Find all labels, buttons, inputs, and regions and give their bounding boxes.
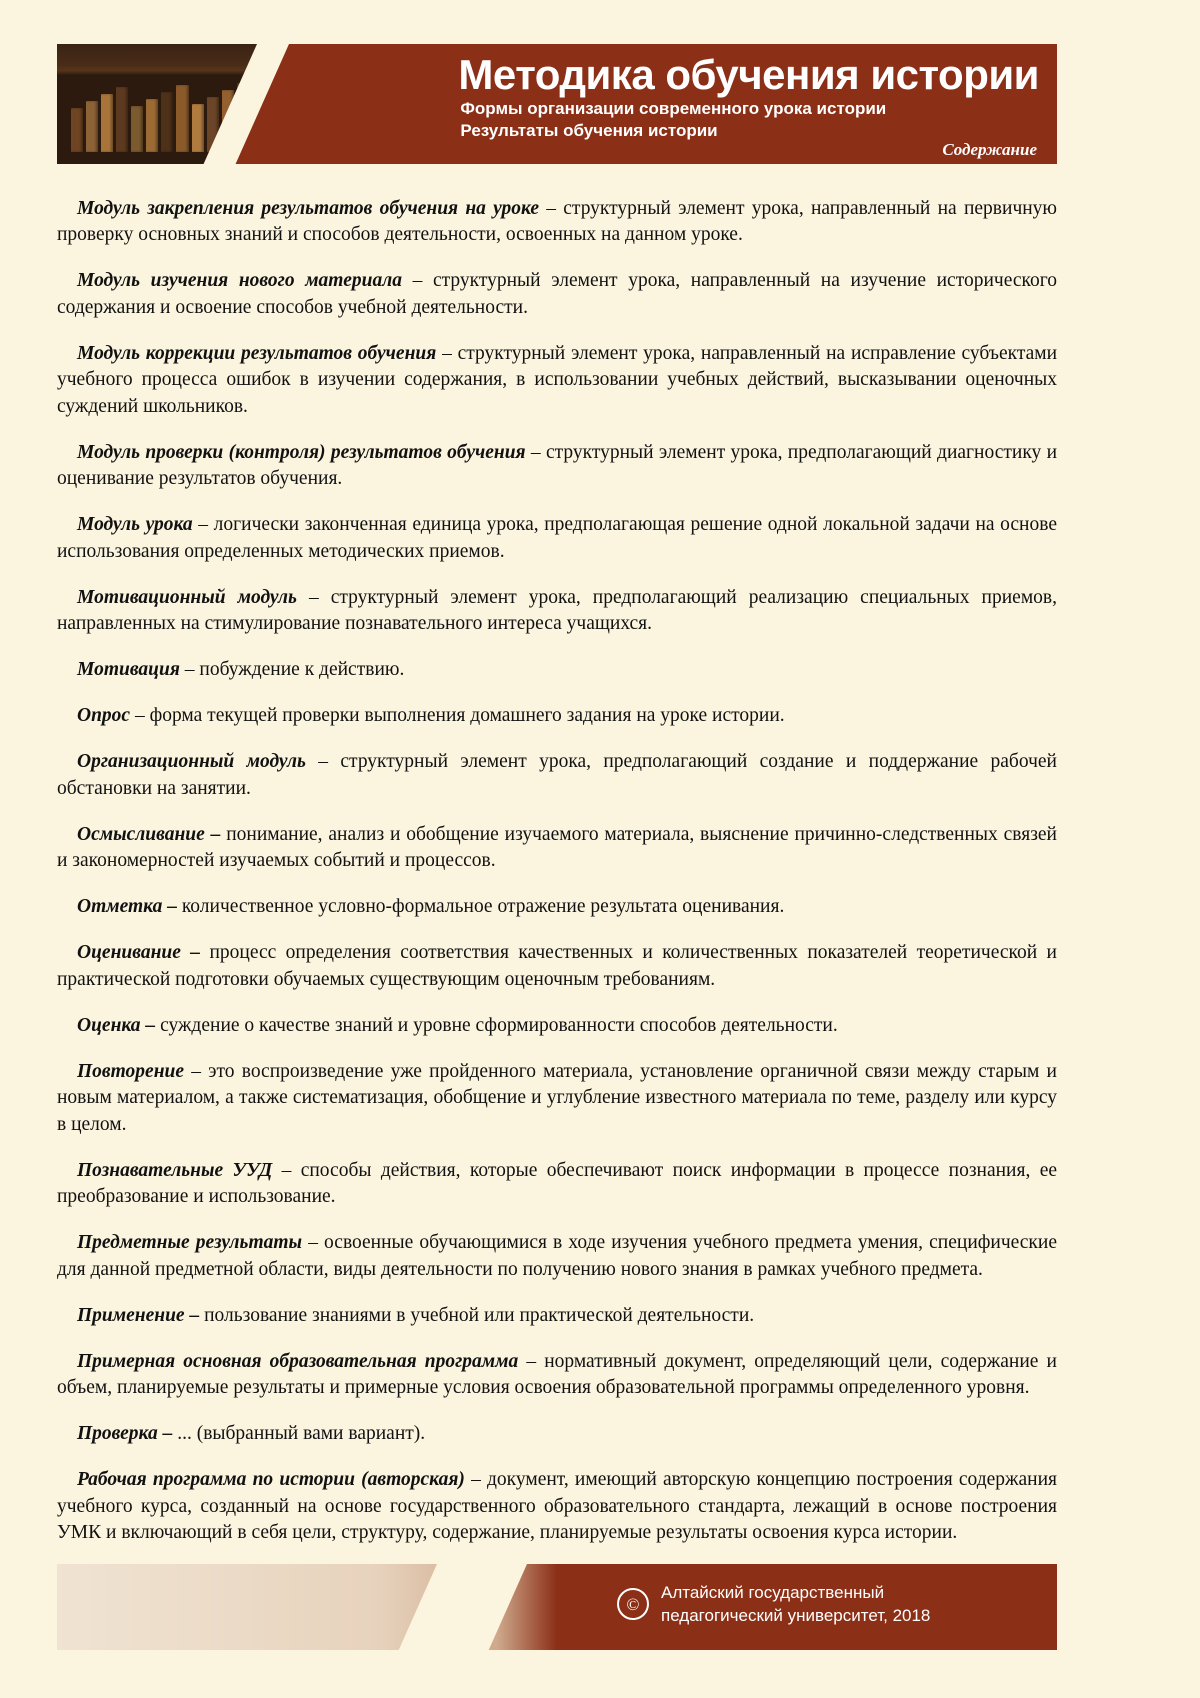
book-spine bbox=[71, 108, 83, 152]
glossary-term: Модуль коррекции результатов обучения bbox=[77, 342, 437, 364]
glossary-entry bbox=[57, 1013, 1057, 1040]
glossary-definition: ... (выбранный вами вариант). bbox=[172, 1423, 426, 1444]
glossary-entry bbox=[57, 894, 1057, 921]
glossary-entry bbox=[57, 196, 1057, 249]
glossary-entry bbox=[57, 1349, 1057, 1402]
glossary-term: Модуль урока bbox=[77, 514, 193, 535]
book-spine bbox=[192, 104, 204, 152]
glossary-definition: – побуждение к действию. bbox=[179, 659, 405, 680]
glossary-definition: – форма текущей проверки выполнения домашнего задания на уроке истории. bbox=[130, 705, 785, 726]
glossary-entry bbox=[57, 585, 1057, 638]
page-title: Методика обучения истории bbox=[458, 51, 1039, 98]
glossary-definition: – структурный элемент урока, предполагающий создание и поддержание рабочей обстановки на занятии. bbox=[57, 751, 1057, 799]
book-spine bbox=[116, 87, 128, 152]
glossary-definition: процесс определения соответствия качественных и количественных показателей теоретической и практической подготовки обучаемых существующим оценочным требованиям. bbox=[57, 942, 1057, 990]
glossary-definition: – логически законченная единица урока, предполагающая решение одной локальной задачи на основе использования определенных методических приемов. bbox=[57, 514, 1057, 562]
glossary-entry bbox=[57, 657, 1057, 684]
publisher-text bbox=[661, 1581, 930, 1627]
glossary-term: Организационный модуль bbox=[77, 751, 306, 772]
glossary-definition: – освоенные обучающимися в ходе изучения учебного предмета умения, специфические для данной предметной области, виды деятельности по получению нового знания в рамках учебного предмета. bbox=[57, 1232, 1057, 1280]
glossary-term: Повторение bbox=[77, 1060, 185, 1082]
header-subtitle-2: Результаты обучения истории bbox=[460, 121, 718, 140]
book-spine bbox=[101, 94, 113, 152]
glossary-definition: – структурный элемент урока, направленный на первичную проверку основных знаний и способов деятельности, освоенных на данном уроке. bbox=[57, 197, 1058, 245]
glossary-term: Предметные результаты bbox=[77, 1232, 303, 1253]
glossary-definition: – структурный элемент урока, предполагающий диагностику и оценивание результатов обучения. bbox=[57, 441, 1058, 489]
glossary-definition: – структурный элемент урока, направленный на исправление субъектами учебного процесса ошибок в изучении содержания, в использовании учебных действий, высказывании оценочных суждений школьников. bbox=[57, 342, 1058, 417]
glossary-entry bbox=[57, 1230, 1057, 1283]
glossary-term: Познавательные УУД bbox=[77, 1159, 273, 1181]
glossary-term: Опрос bbox=[77, 705, 131, 726]
header-subtitle-1: Формы организации современного урока истории bbox=[460, 99, 887, 118]
glossary-entry bbox=[57, 512, 1057, 565]
glossary-term: Рабочая программа по истории (авторская) bbox=[77, 1469, 465, 1490]
book-spine bbox=[131, 106, 143, 152]
book-spine bbox=[176, 85, 188, 152]
glossary-entry bbox=[57, 940, 1057, 993]
glossary-entry bbox=[57, 1467, 1057, 1547]
glossary-term: Примерная основная образовательная программа bbox=[77, 1350, 519, 1372]
publisher-line-1: Алтайский государственный bbox=[661, 1583, 885, 1602]
glossary-entry bbox=[57, 268, 1057, 321]
glossary-term: Оценивание – bbox=[77, 942, 201, 963]
glossary-entry bbox=[57, 1303, 1057, 1330]
glossary-definition: – документ, имеющий авторскую концепцию построения содержания учебного курса, созданный на основе государственного образовательного стандарта, лежащий в основе построения УМК и включающий в себя цели, структуру, содержание, планируемые результаты освоения курса истории. bbox=[57, 1469, 1057, 1543]
glossary-list bbox=[57, 176, 1057, 1560]
footer-diagonal bbox=[399, 1564, 527, 1650]
book-spine bbox=[161, 92, 173, 152]
glossary-term: Модуль изучения нового материала bbox=[77, 270, 402, 291]
glossary-entry bbox=[57, 1421, 1057, 1448]
glossary-term: Модуль проверки (контроля) результатов обучения bbox=[77, 441, 526, 463]
glossary-term: Оценка – bbox=[77, 1014, 156, 1036]
glossary-term: Применение – bbox=[77, 1304, 200, 1326]
glossary-definition: – структурный элемент урока, предполагающий реализацию специальных приемов, направленных на стимулирование познавательного интереса учащихся. bbox=[57, 586, 1057, 634]
glossary-definition: пользование знаниями в учебной или практической деятельности. bbox=[199, 1304, 755, 1326]
glossary-term: Проверка – bbox=[77, 1423, 173, 1444]
glossary-entry bbox=[57, 440, 1057, 493]
glossary-entry bbox=[57, 1158, 1057, 1211]
publisher-line-2: педагогический университет, 2018 bbox=[661, 1606, 931, 1625]
glossary-definition: суждение о качестве знаний и уровне сформированности способов деятельности. bbox=[155, 1014, 838, 1036]
glossary-definition: – нормативный документ, определяющий цели, содержание и объем, планируемые результаты и примерные условия освоения образовательной программы определенного уровня. bbox=[57, 1350, 1057, 1398]
glossary-definition: – способы действия, которые обеспечивают поиск информации в процессе познания, ее преобразование и использование. bbox=[57, 1159, 1058, 1207]
glossary-entry bbox=[57, 341, 1057, 421]
glossary-term: Мотивация bbox=[77, 659, 180, 680]
footer-credit bbox=[617, 1581, 930, 1627]
glossary-definition: – это воспроизведение уже пройденного материала, установление органичной связи между старым и новым материалом, а также систематизация, обобщение и углубление известного материала по теме, разделу или курсу в целом. bbox=[57, 1060, 1057, 1135]
glossary-entry bbox=[57, 703, 1057, 730]
glossary-definition: понимание, анализ и обобщение изучаемого материала, выяснение причинно-следственных связей и закономерностей изучаемых событий и процессов. bbox=[57, 823, 1057, 871]
header-text-block bbox=[458, 52, 1039, 142]
copyright-icon: © bbox=[617, 1588, 649, 1620]
book-spine bbox=[86, 101, 98, 152]
glossary-entry bbox=[57, 749, 1057, 802]
glossary-term: Мотивационный модуль bbox=[77, 586, 297, 608]
page-header bbox=[57, 44, 1057, 164]
book-spine bbox=[146, 99, 158, 152]
glossary-term: Модуль закрепления результатов обучения на уроке bbox=[77, 197, 540, 219]
glossary-definition: количественное условно-формальное отражение результата оценивания. bbox=[176, 896, 785, 917]
page-footer bbox=[57, 1564, 1057, 1650]
glossary-term: Отметка – bbox=[77, 896, 177, 917]
glossary-entry bbox=[57, 822, 1057, 875]
contents-link[interactable]: Содержание bbox=[942, 140, 1037, 159]
glossary-term: Осмысливание – bbox=[77, 823, 221, 845]
glossary-entry bbox=[57, 1059, 1057, 1139]
glossary-definition: – структурный элемент урока, направленный на изучение исторического содержания и освоение способов учебной деятельности. bbox=[57, 270, 1058, 318]
